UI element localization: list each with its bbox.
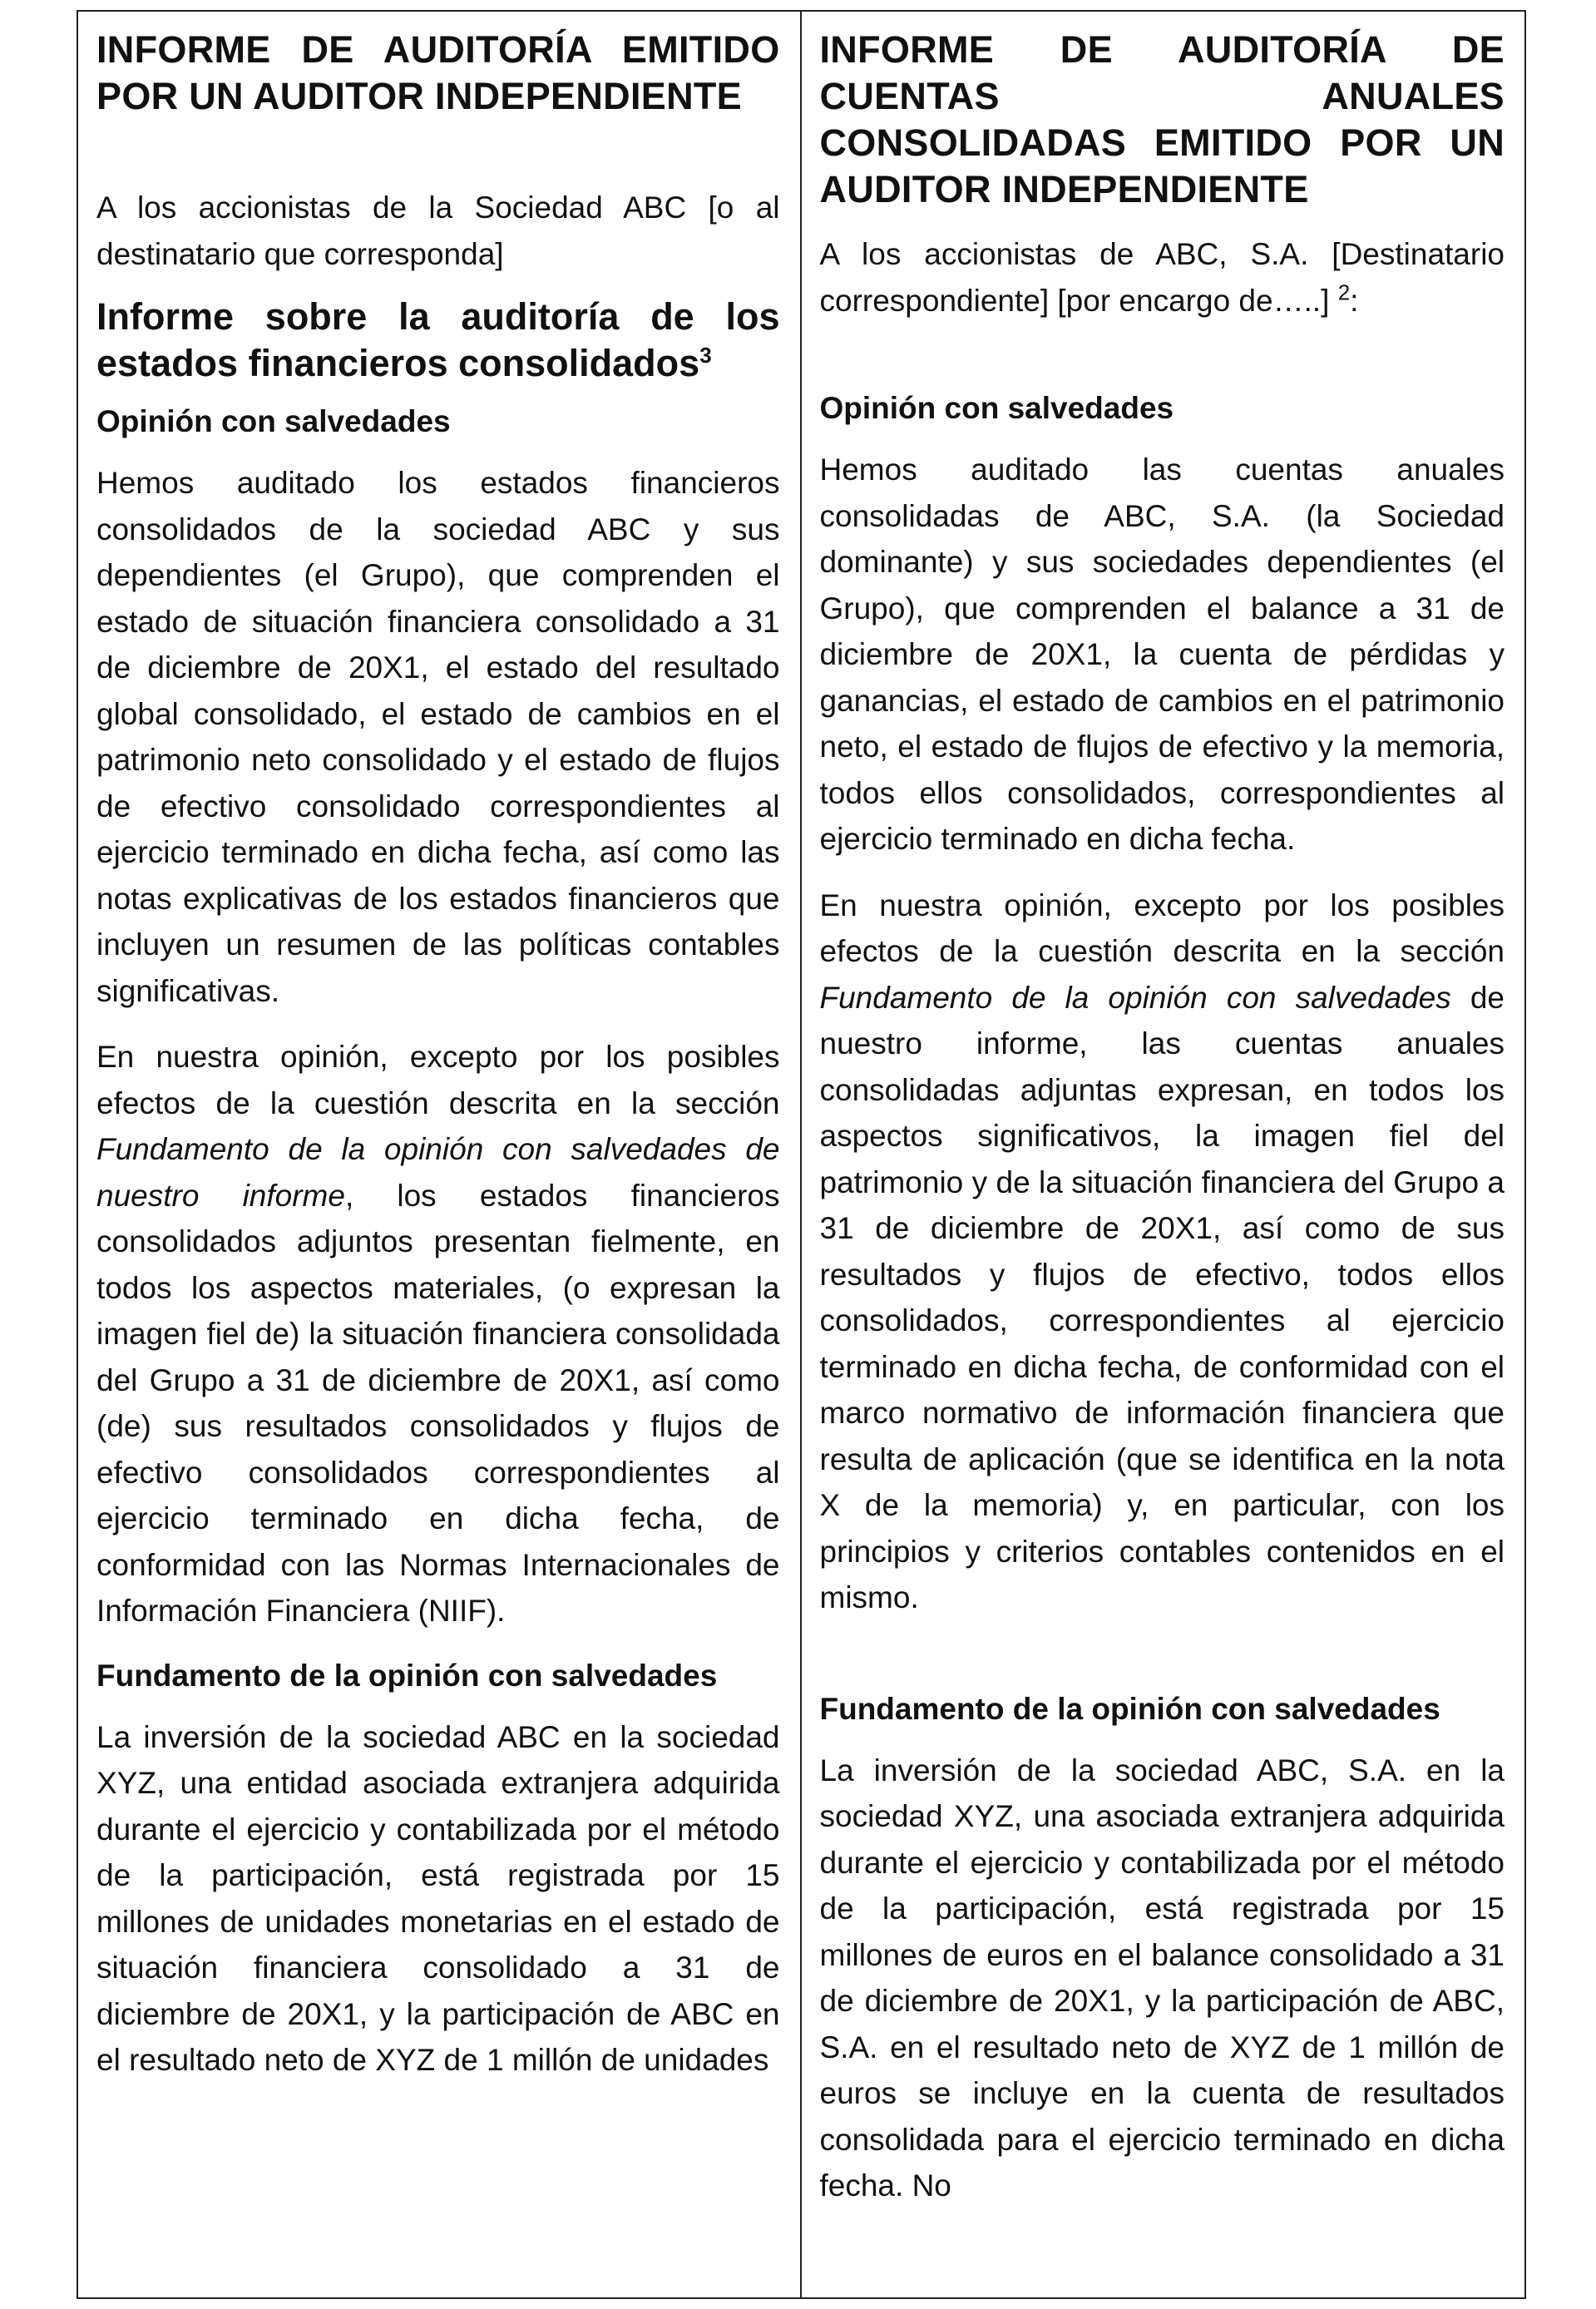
left-opinion-heading: Opinión con salvedades: [96, 404, 451, 438]
text-segment: , los estados financieros consolidados adjuntos presentan fielmente, en todos los aspectos materiales, (o expresan la imagen fiel de) la situación financiera consolidada del Grupo a 31 de diciembre de 20X1, así como (de) sus resultados consolidados y flujos de efectivo consolidados correspondientes al ejercicio terminado en dicha fecha, de conformidad con las Normas Internacionales de Información Financiera (NIIF).: [96, 1178, 780, 1628]
comparison-table: [77, 10, 1526, 2299]
footnote-ref: 3: [699, 343, 712, 368]
left-section-title-text: Informe sobre la auditoría de los estados financieros consolidados: [96, 295, 780, 384]
text-segment: En nuestra opinión, excepto por los posibles efectos de la cuestión descrita en la sección: [96, 1040, 780, 1120]
right-report-title: INFORME DE AUDITORÍA DE CUENTAS ANUALES CONSOLIDADAS EMITIDO POR UN AUDITOR INDEPENDIENTE: [819, 28, 1505, 210]
left-basis-heading: Fundamento de la opinión con salvedades: [96, 1658, 718, 1693]
left-addressee: A los accionistas de la Sociedad ABC [o al destinatario que corresponda]: [96, 190, 780, 271]
text-segment: de nuestro informe, las cuentas anuales consolidadas adjuntas expresan, en todos los aspectos significativos, la imagen fiel del patrimonio y de la situación financiera del Grupo a 31 de diciembre de 20X1, así como de sus resultados y flujos de efectivo, todos ellos consolidados, correspondientes al ejercicio terminado en dicha fecha, de conformidad con el marco normativo de información financiera que resulta de aplicación (que se identifica en la nota X de la memoria) y, en particular, con los principios y criterios contables contenidos en el mismo.: [819, 980, 1505, 1614]
right-opinion-heading: Opinión con salvedades: [819, 391, 1174, 425]
spacer: [96, 120, 780, 185]
right-opinion-paragraph-1: Hemos auditado las cuentas anuales consolidadas de ABC, S.A. (la Sociedad dominante) y sus sociedades dependientes (el Grupo), que comprenden el balance a 31 de diciembre de 20X1, la cuenta de pérdidas y ganancias, el estado de cambios en el patrimonio neto, el estado de flujos de efectivo y la memoria, todos ellos consolidados, correspondientes al ejercicio terminado en dicha fecha.: [819, 452, 1505, 856]
italic-reference: Fundamento de la opinión con salvedades: [819, 980, 1451, 1015]
left-section-title: [96, 294, 780, 387]
right-column: [802, 12, 1525, 2297]
left-report-title: INFORME DE AUDITORÍA EMITIDO POR UN AUDITOR INDEPENDIENTE: [96, 28, 780, 117]
left-column: [78, 12, 802, 2297]
text-segment: En nuestra opinión, excepto por los posibles efectos de la cuestión descrita en la sección: [819, 888, 1505, 968]
left-basis-paragraph: La inversión de la sociedad ABC en la sociedad XYZ, una entidad asociada extranjera adquirida durante el ejercicio y contabilizada por el método de la participación, está registrada por 15 millones de unidades monetarias en el estado de situación financiera consolidado a 31 de diciembre de 20X1, y la participación de ABC en el resultado neto de XYZ de 1 millón de unidades: [96, 1719, 780, 2077]
right-basis-heading: Fundamento de la opinión con salvedades: [819, 1691, 1440, 1726]
right-addressee: [820, 231, 1505, 324]
text-segment: :: [1350, 283, 1359, 318]
left-opinion-paragraph-1: Hemos auditado los estados financieros consolidados de la sociedad ABC y sus dependientes (el Grupo), que comprenden el estado de situación financiera consolidado a 31 de diciembre de 20X1, el estado del resultado global consolidado, el estado de cambios en el patrimonio neto consolidado y el estado de flujos de efectivo consolidado correspondientes al ejercicio terminado en dicha fecha, así como las notas explicativas de los estados financieros que incluyen un resumen de las políticas contables significativas.: [96, 466, 780, 1008]
left-opinion-paragraph-2: [96, 1034, 780, 1634]
right-basis-paragraph: La inversión de la sociedad ABC, S.A. en la sociedad XYZ, una asociada extranjera adquirida durante el ejercicio y contabilizada por el método de la participación, está registrada por 15 millones de euros en el balance consolidado a 31 de diciembre de 20X1, y la participación de ABC, S.A. en el resultado neto de XYZ de 1 millón de euros se incluye en la cuenta de resultados consolidada para el ejercicio terminado en dicha fecha. No: [819, 1753, 1505, 2203]
footnote-ref: 2: [1337, 279, 1351, 305]
italic-reference: Fundamento de la opinión con salvedades de nuestro informe: [96, 1132, 780, 1213]
text-segment: A los accionistas de ABC, S.A. [Destinatario correspondiente] [por encargo de…..]: [819, 237, 1505, 318]
spacer: [820, 213, 1505, 231]
right-opinion-paragraph-2: [820, 883, 1505, 1621]
